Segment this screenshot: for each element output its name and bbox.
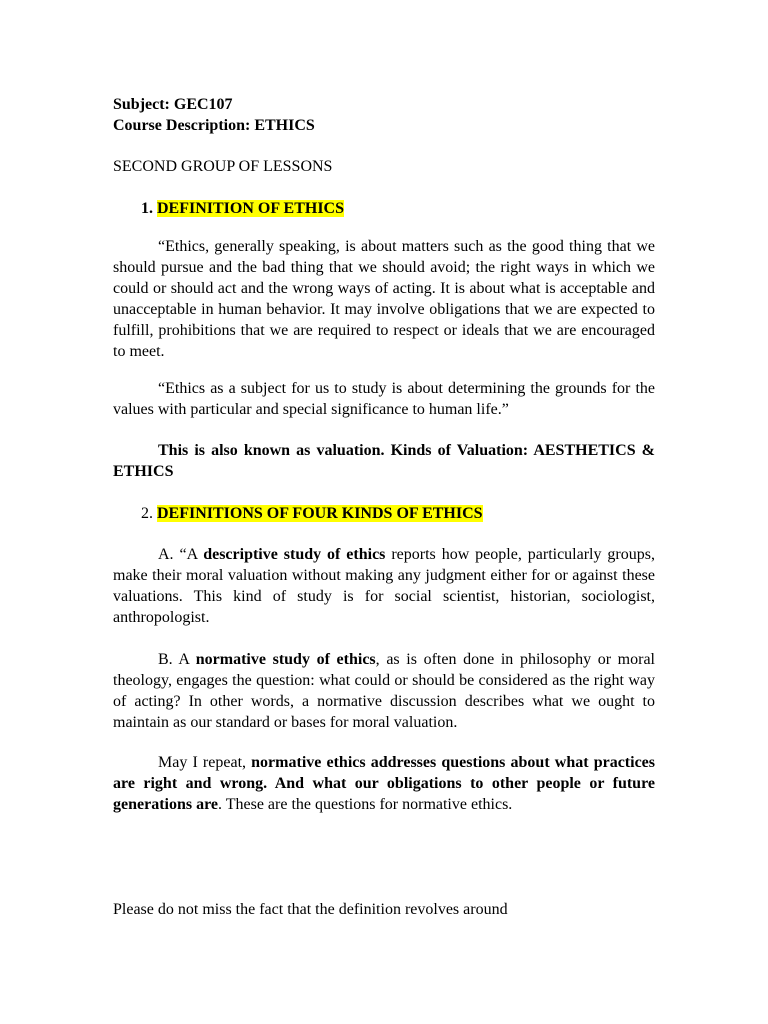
section-2-number: 2. (141, 505, 157, 522)
descriptive-ethics-body: reports how people, particularly groups, make their moral valuation without making any judgment either for or against these valuations. This kind of study is for social scientist, historian, sociologist, anthropologist. (113, 546, 655, 626)
course-description-line: Course Description: ETHICS (113, 117, 315, 134)
section-2-heading (141, 503, 483, 524)
repeat-emphasis: normative ethics addresses questions about what practices are right and wrong. And what our obligations to other people or future generations are (113, 754, 656, 813)
descriptive-ethics-paragraph (113, 544, 655, 628)
subject-line: Subject: GEC107 (113, 96, 233, 113)
valuation-text: This is also known as valuation. Kinds of Valuation: AESTHETICS & ETHICS (113, 442, 655, 480)
descriptive-ethics-prefix: A. “A (158, 546, 204, 563)
normative-ethics-paragraph (113, 649, 655, 733)
closing-line: Please do not miss the fact that the definition revolves around (113, 901, 508, 918)
section-1-number: 1. (141, 200, 157, 217)
normative-ethics-body: , as is often done in philosophy or moral theology, engages the question: what could or should be considered as the right way of acting? In other words, a normative discussion describes what we ought to maintain as our standard or bases for moral valuation. (113, 651, 656, 731)
ethics-definition-paragraph: “Ethics, generally speaking, is about matters such as the good thing that we should pursue and the bad thing that we should avoid; the right ways in which we could or should act and the wrong ways of acting. It is about what is acceptable and unacceptable in human behavior. It may involve obligations that we are expected to fulfill, prohibitions that we are required to respect or ideals that we are encouraged to meet. (113, 238, 655, 360)
section-2-title: DEFINITIONS OF FOUR KINDS OF ETHICS (157, 505, 483, 522)
normative-ethics-term: normative study of ethics (195, 651, 376, 668)
valuation-paragraph (113, 440, 655, 482)
lesson-group-heading: SECOND GROUP OF LESSONS (113, 158, 333, 175)
descriptive-ethics-term: descriptive study of ethics (203, 546, 386, 563)
section-1-heading (141, 198, 344, 219)
normative-ethics-prefix: B. A (158, 651, 196, 668)
ethics-subject-paragraph: “Ethics as a subject for us to study is about determining the grounds for the values with particular and special significance to human life.” (113, 380, 655, 418)
section-1-title: DEFINITION OF ETHICS (157, 200, 344, 217)
repeat-prefix: May I repeat, (158, 754, 252, 771)
normative-ethics-repeat-paragraph (113, 752, 655, 815)
repeat-suffix: . These are the questions for normative ethics. (218, 796, 513, 813)
